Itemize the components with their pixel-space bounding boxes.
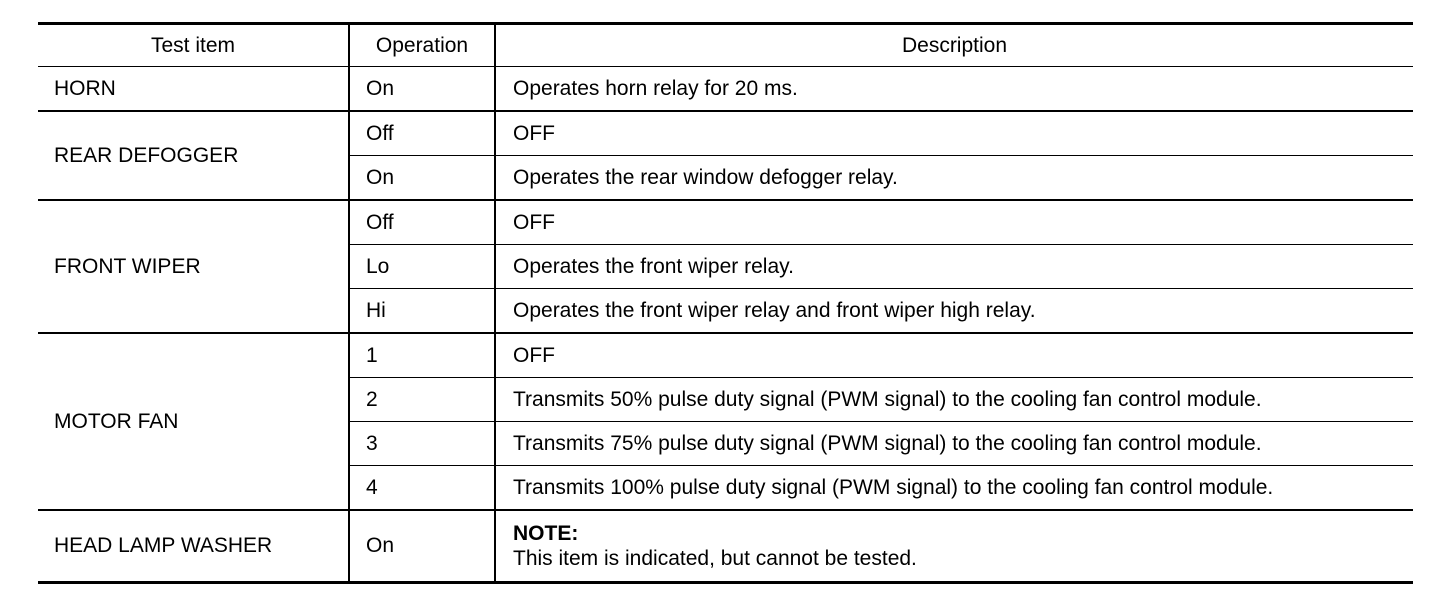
table-row <box>38 67 1413 112</box>
test-item-cell: HORN <box>38 67 349 112</box>
test-item-cell: FRONT WIPER <box>38 200 349 333</box>
table-row <box>38 200 1413 245</box>
table-row <box>38 333 1413 378</box>
operation-cell: On <box>349 67 495 112</box>
description-cell: OFF <box>495 333 1413 378</box>
table-row <box>38 510 1413 583</box>
operation-cell: 2 <box>349 378 495 422</box>
description-cell: OFF <box>495 200 1413 245</box>
operation-cell: Off <box>349 200 495 245</box>
operation-cell: On <box>349 156 495 201</box>
description-cell: Transmits 50% pulse duty signal (PWM signal) to the cooling fan control module. <box>495 378 1413 422</box>
test-item-cell: HEAD LAMP WASHER <box>38 510 349 583</box>
description-cell: Operates the front wiper relay and front wiper high relay. <box>495 289 1413 334</box>
header-description: Description <box>495 24 1413 67</box>
operation-cell: Lo <box>349 245 495 289</box>
description-cell: OFF <box>495 111 1413 156</box>
operation-cell: 3 <box>349 422 495 466</box>
description-cell: Operates the rear window defogger relay. <box>495 156 1413 201</box>
operation-cell: Hi <box>349 289 495 334</box>
operation-cell: 1 <box>349 333 495 378</box>
header-operation: Operation <box>349 24 495 67</box>
operation-cell: On <box>349 510 495 583</box>
description-cell: Operates the front wiper relay. <box>495 245 1413 289</box>
note-label: NOTE: <box>513 521 579 545</box>
operation-cell: Off <box>349 111 495 156</box>
test-item-cell: REAR DEFOGGER <box>38 111 349 200</box>
description-cell: Transmits 100% pulse duty signal (PWM signal) to the cooling fan control module. <box>495 466 1413 511</box>
description-cell: Transmits 75% pulse duty signal (PWM signal) to the cooling fan control module. <box>495 422 1413 466</box>
note-text: This item is indicated, but cannot be tested. <box>513 547 917 570</box>
table-row <box>38 111 1413 156</box>
description-cell <box>495 510 1413 583</box>
header-row <box>38 24 1413 67</box>
test-item-table <box>38 22 1413 584</box>
description-cell: Operates horn relay for 20 ms. <box>495 67 1413 112</box>
test-item-cell: MOTOR FAN <box>38 333 349 510</box>
header-test-item: Test item <box>38 24 349 67</box>
operation-cell: 4 <box>349 466 495 511</box>
